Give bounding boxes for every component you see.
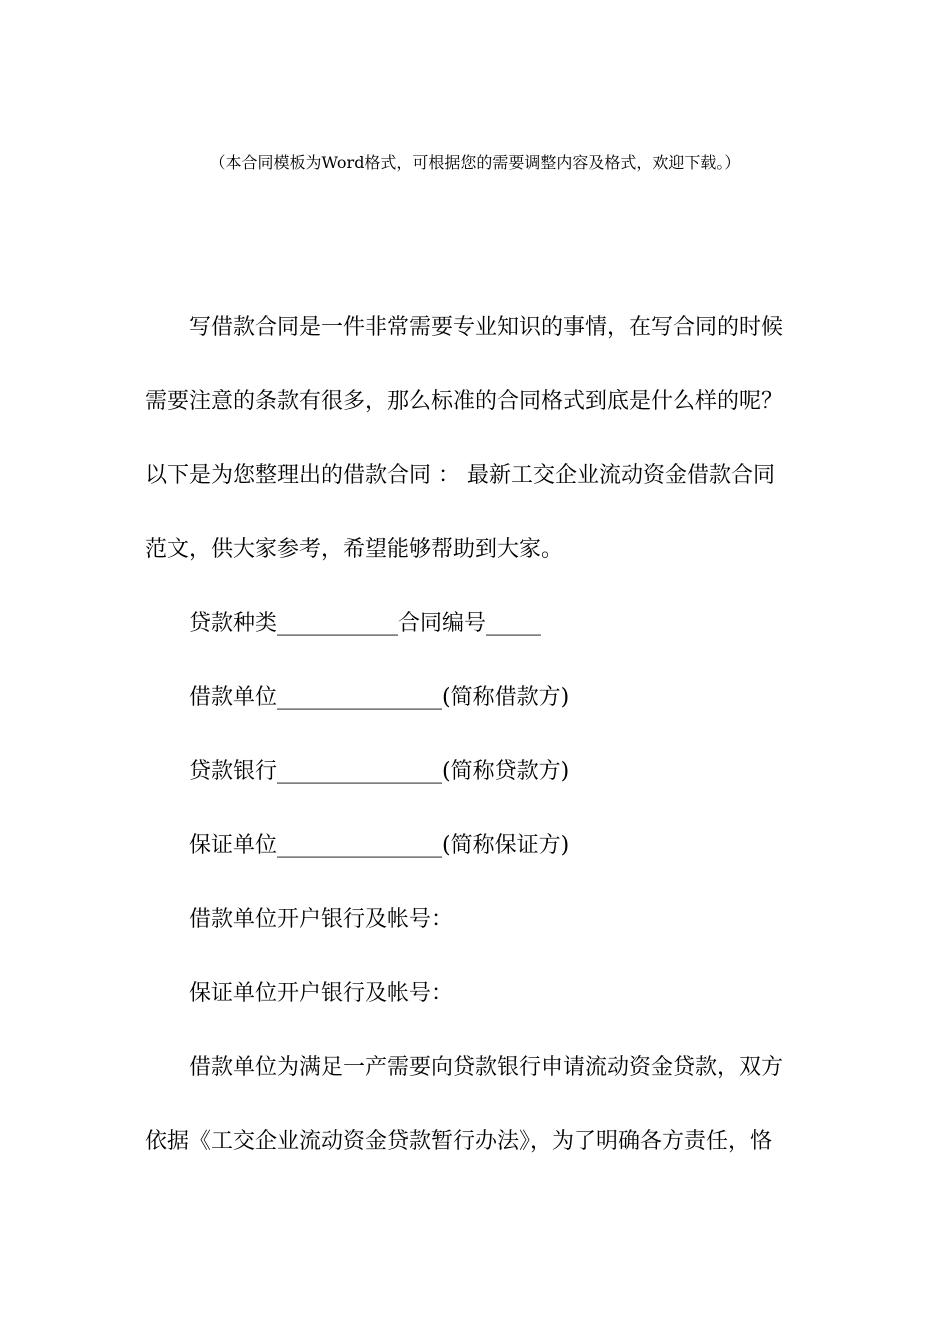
intro-line: 需要注意的条款有很多，那么标准的合同格式到底是什么样的呢？ xyxy=(145,389,784,414)
closing-line: 依据《工交企业流动资金贷款暂行办法》，为了明确各方责任，恪 xyxy=(145,1129,773,1154)
borrower-field: 借款单位_______________(简称借款方) xyxy=(189,685,570,710)
guarantor-field: 保证单位_______________(简称保证方) xyxy=(189,833,570,858)
borrower-account-field: 借款单位开户银行及帐号： xyxy=(189,907,454,932)
contract-body xyxy=(145,291,795,1179)
loan-type-field: 贷款种类___________合同编号_____ xyxy=(189,611,542,636)
closing-paragraph xyxy=(145,1031,795,1179)
intro-line: 写借款合同是一件非常需要专业知识的事情，在写合同的时候 xyxy=(189,315,784,340)
guarantor-account-field: 保证单位开户银行及帐号： xyxy=(189,981,454,1006)
intro-line: 范文，供大家参考，希望能够帮助到大家。 xyxy=(145,537,564,562)
closing-line: 借款单位为满足一产需要向贷款银行申请流动资金贷款，双方 xyxy=(189,1055,784,1080)
intro-line: 以下是为您整理出的借款合同 ： 最新工交企业流动资金借款合同 xyxy=(145,463,775,488)
template-note: （本合同模板为Word格式，可根据您的需要调整内容及格式，欢迎下载。） xyxy=(209,153,741,172)
lender-field: 贷款银行_______________(简称贷款方) xyxy=(189,759,570,784)
intro-paragraph xyxy=(145,291,795,587)
